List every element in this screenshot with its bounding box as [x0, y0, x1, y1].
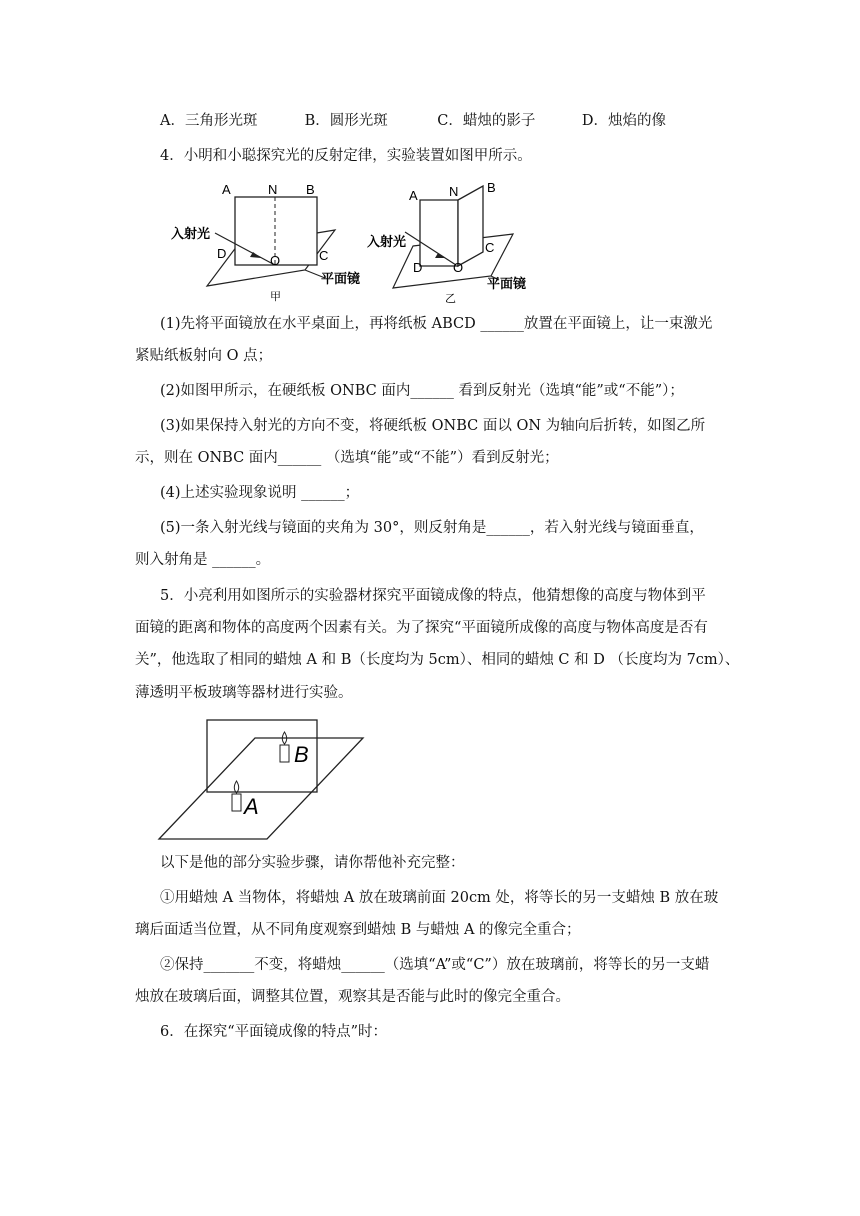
candle-b	[280, 745, 289, 762]
label-a: A	[222, 182, 231, 197]
figure-candles	[155, 714, 370, 844]
label-candle-b: B	[294, 742, 309, 767]
q4-part2: (2)如图甲所示，在硬纸板 ONBC 面内______ 看到反射光（选填“能”或“不能”）；	[160, 383, 684, 399]
option-c: C．蜡烛的影子	[437, 113, 536, 129]
flame-a-icon	[234, 781, 239, 793]
q4-part3-line2: 示，则在 ONBC 面内______ （选填“能”或“不能”）看到反射光；	[135, 450, 559, 466]
q6-stem: 6．在探究“平面镜成像的特点”时：	[160, 1024, 388, 1040]
q4-part3-line1: (3)如果保持入射光的方向不变，将硬纸板 ONBC 面以 ON 为轴向后折转，如图乙所	[160, 418, 706, 434]
table-plane	[159, 738, 363, 839]
label-n: N	[449, 184, 459, 199]
label-c: C	[485, 240, 495, 255]
label-candle-a: A	[244, 794, 259, 819]
q4-part5-line1: (5)一条入射光线与镜面的夹角为 30°，则反射角是______，若入射光线与镜面垂直，	[160, 520, 704, 536]
label-a: A	[409, 188, 418, 203]
figure-jia	[165, 178, 370, 303]
answer-options	[160, 111, 666, 131]
q4-stem: 4．小明和小聪探究光的反射定律，实验装置如图甲所示。	[160, 148, 532, 164]
q4-part1-line1: (1)先将平面镜放在水平桌面上，再将纸板 ABCD ______放置在平面镜上，让一束激光	[160, 316, 713, 332]
q5-step2-line2: 烛放在玻璃后面，调整其位置，观察其是否能与此时的像完全重合。	[135, 989, 570, 1005]
label-mirror: 平面镜	[487, 276, 527, 291]
q4-part5-line2: 则入射角是 ______。	[135, 552, 271, 568]
figure-yi	[365, 180, 545, 305]
q5-line4: 薄透明平板玻璃等器材进行实验。	[135, 685, 353, 701]
q5-step2-line1: ②保持_______不变，将蜡烛______（选填“A”或“C”）放在玻璃前，将等长的另一支蜡	[160, 957, 710, 973]
label-o: O	[270, 253, 281, 268]
label-n: N	[268, 182, 278, 197]
label-d: D	[217, 246, 227, 261]
option-d: D．烛焰的像	[581, 113, 666, 129]
label-incident: 入射光	[367, 234, 407, 249]
q5-line2: 面镜的距离和物体的高度两个因素有关。为了探究“平面镜所成像的高度与物体高度是否有	[135, 620, 708, 636]
label-c: C	[319, 248, 329, 263]
q5-line1: 5．小亮利用如图所示的实验器材探究平面镜成像的特点，他猜想像的高度与物体到平	[160, 588, 706, 604]
caption-jia: 甲	[270, 291, 281, 303]
q4-part4: (4)上述实验现象说明 ______；	[160, 485, 360, 501]
q5-line3: 关”，他选取了相同的蜡烛 A 和 B（长度均为 5cm）、相同的蜡烛 C 和 D （长度均为 7cm）、	[135, 652, 740, 668]
q5-step1-line1: ①用蜡烛 A 当物体，将蜡烛 A 放在玻璃前面 20cm 处，将等长的另一支蜡烛 B 放在玻	[160, 890, 719, 906]
caption-yi: 乙	[445, 293, 456, 305]
label-d: D	[413, 260, 423, 275]
label-b: B	[487, 180, 496, 195]
label-mirror: 平面镜	[321, 271, 361, 286]
q5-step1-line2: 璃后面适当位置，从不同角度观察到蜡烛 B 与蜡烛 A 的像完全重合；	[135, 922, 581, 938]
q5-intro: 以下是他的部分实验步骤，请你帮他补充完整：	[160, 855, 465, 871]
label-incident: 入射光	[171, 226, 211, 241]
option-b: B．圆形光斑	[304, 113, 388, 129]
option-a: A．三角形光斑	[160, 113, 258, 129]
label-o: O	[453, 260, 464, 275]
q4-part1-line2: 紧贴纸板射向 O 点；	[135, 348, 273, 364]
label-b: B	[306, 182, 315, 197]
candle-a	[232, 794, 241, 811]
board-folded-half	[458, 186, 483, 266]
